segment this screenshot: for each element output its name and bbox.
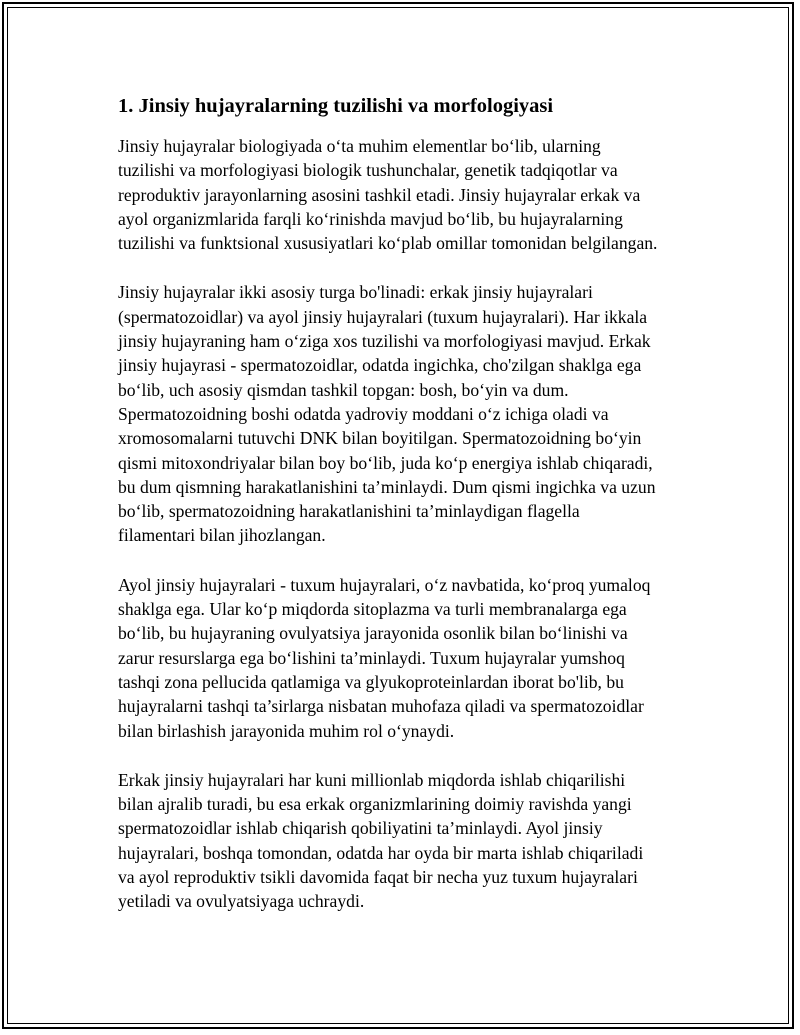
- paragraph-production: [118, 768, 693, 914]
- text-line: bo‘lib, bu hujayraning ovulyatsiya jarayonida osonlik bilan bo‘linishi va: [118, 623, 628, 644]
- text-line: ayol organizmlarida farqli ko‘rinishda mavjud bo‘lib, bu hujayralarning: [118, 208, 623, 229]
- text-line: bo‘lib, uch asosiy qismdan tashkil topgan: bosh, bo‘yin va dum.: [118, 379, 569, 400]
- text-line: bilan birlashish jarayonida muhim rol o‘ynaydi.: [118, 720, 455, 741]
- text-line: (spermatozoidlar) va ayol jinsiy hujayralari (tuxum hujayralari). Har ikkala: [118, 306, 648, 327]
- text-line: bu dum qismning harakatlanishini ta’minlaydi. Dum qismi ingichka va uzun: [118, 476, 656, 497]
- text-line: jinsiy hujayraning ham o‘ziga xos tuzilishi va morfologiyasi mavjud. Erkak: [118, 331, 651, 352]
- document-body: [118, 92, 693, 939]
- text-line: Erkak jinsiy hujayralari har kuni millionlab miqdorda ishlab chiqarilishi: [118, 769, 626, 790]
- text-line: qismi mitoxondriyalar bilan boy bo‘lib, juda ko‘p energiya ishlab chiqaradi,: [118, 452, 653, 473]
- text-line: yetiladi va ovulyatsiyaga uchraydi.: [118, 891, 365, 912]
- text-line: bo‘lib, spermatozoidning harakatlanishini ta’minlaydigan flagella: [118, 501, 580, 522]
- text-line: jinsiy hujayrasi - spermatozoidlar, odatda ingichka, cho'zilgan shaklga ega: [118, 355, 642, 376]
- paragraph-intro: [118, 134, 693, 255]
- text-line: hujayralarni tashqi ta’sirlarga nisbatan muhofaza qiladi va spermatozoidlar: [118, 696, 644, 717]
- text-line: va ayol reproduktiv tsikli davomida faqat bir necha yuz tuxum hujayralari: [118, 867, 638, 888]
- text-line: hujayralari, boshqa tomondan, odatda har oyda bir marta ishlab chiqariladi: [118, 842, 644, 863]
- text-line: tuzilishi va funktsional xususiyatlari ko‘plab omillar tomonidan belgilangan.: [118, 233, 658, 254]
- text-line: Jinsiy hujayralar ikki asosiy turga bo'linadi: erkak jinsiy hujayralari: [118, 282, 593, 303]
- text-line: Ayol jinsiy hujayralari - tuxum hujayralari, o‘z navbatida, ko‘proq yumaloq: [118, 574, 651, 595]
- text-line: xromosomalarni tutuvchi DNK bilan boyitilgan. Spermatozoidning bo‘yin: [118, 428, 642, 449]
- text-line: reproduktiv jarayonlarning asosini tashkil etadi. Jinsiy hujayralar erkak va: [118, 184, 641, 205]
- text-line: shaklga ega. Ular ko‘p miqdorda sitoplazma va turli membranalarga ega: [118, 599, 627, 620]
- section-heading: 1. Jinsiy hujayralarning tuzilishi va morfologiyasi: [118, 95, 554, 117]
- paragraph-types: [118, 280, 693, 547]
- text-line: spermatozoidlar ishlab chiqarish qobiliyatini ta’minlaydi. Ayol jinsiy: [118, 818, 603, 839]
- text-line: Jinsiy hujayralar biologiyada o‘ta muhim elementlar bo‘lib, ularning: [118, 136, 601, 156]
- text-line: bilan ajralib turadi, bu esa erkak organizmlarining doimiy ravishda yangi: [118, 794, 632, 815]
- paragraph-egg-cells: [118, 573, 693, 743]
- text-line: Spermatozoidning boshi odatda yadroviy moddani o‘z ichiga oladi va: [118, 403, 609, 424]
- text-line: zarur resurslarga ega bo‘lishini ta’minlaydi. Tuxum hujayralar yumshoq: [118, 647, 625, 668]
- text-line: filamentari bilan jihozlangan.: [118, 525, 326, 546]
- text-line: tuzilishi va morfologiyasi biologik tushunchalar, genetik tadqiqotlar va: [118, 160, 618, 181]
- text-line: tashqi zona pellucida qatlamiga va glyukoproteinlardan iborat bo'lib, bu: [118, 671, 624, 692]
